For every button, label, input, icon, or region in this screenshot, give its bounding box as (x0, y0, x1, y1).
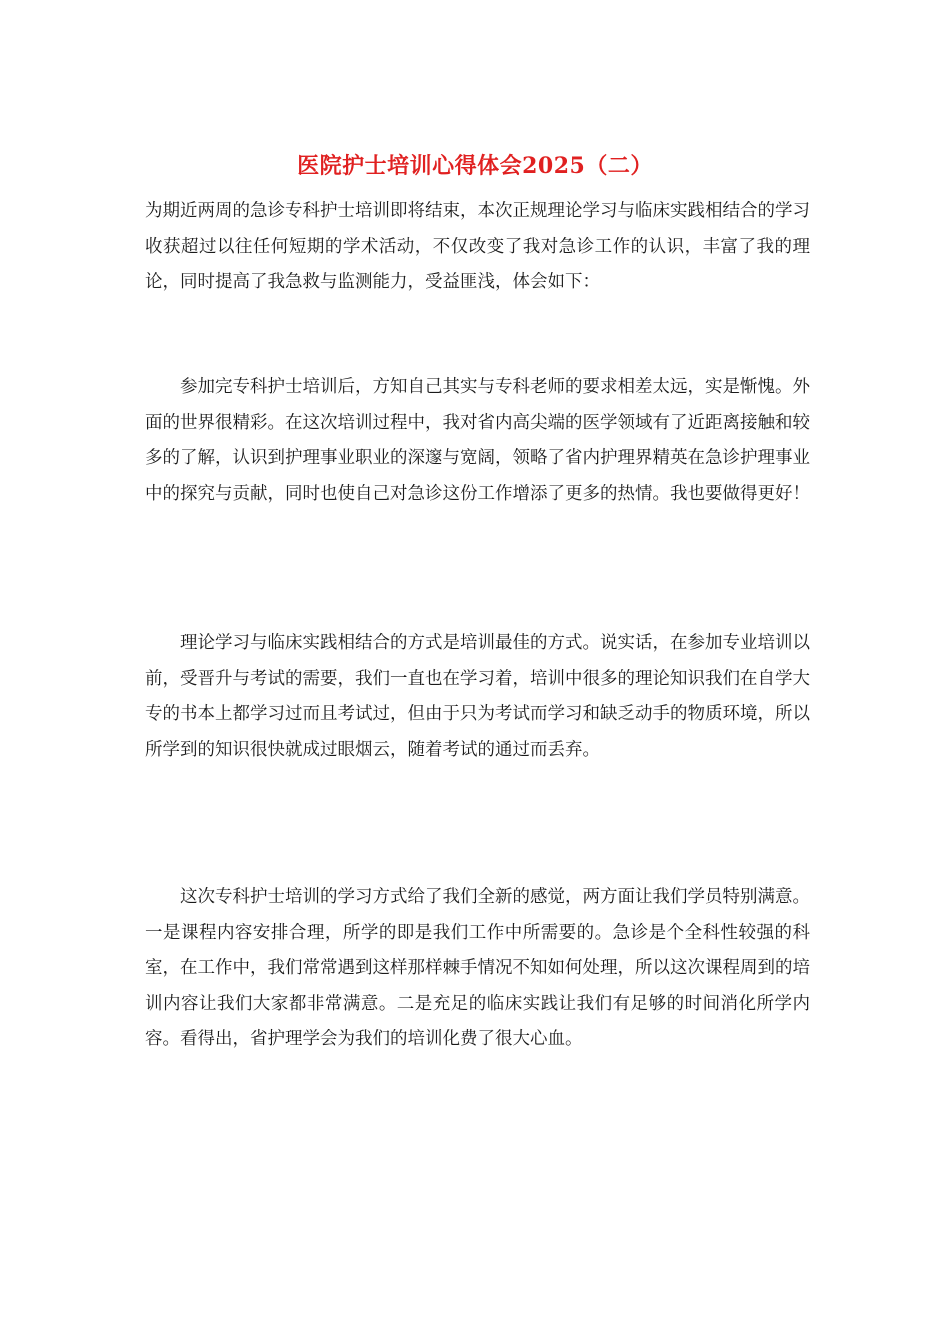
paragraph-2: 理论学习与临床实践相结合的方式是培训最佳的方式。说实话，在参加专业培训以前，受晋升与考试的需要，我们一直也在学习着，培训中很多的理论知识我们在自学大专的书本上都学习过而且考试过，但由于只为考试而学习和缺乏动手的物质环境，所以所学到的知识很快就成过眼烟云，随着考试的通过而丢弃。 (145, 633, 810, 760)
paragraph-1: 参加完专科护士培训后，方知自己其实与专科老师的要求相差太远，实是惭愧。外面的世界很精彩。在这次培训过程中，我对省内高尖端的医学领域有了近距离接触和较多的了解，认识到护理事业职业的深邃与宽阔，领略了省内护理界精英在急诊护理事业中的探究与贡献，同时也使自己对急诊这份工作增添了更多的热情。我也要做得更好！ (145, 377, 810, 504)
paragraph-3: 这次专科护士培训的学习方式给了我们全新的感觉，两方面让我们学员特别满意。一是课程内容安排合理，所学的即是我们工作中所需要的。急诊是个全科性较强的科室，在工作中，我们常常遇到这样那样棘手情况不知如何处理，所以这次课程周到的培训内容让我们大家都非常满意。二是充足的临床实践让我们有足够的时间消化所学内容。看得出，省护理学会为我们的培训化费了很大心血。 (145, 887, 810, 1049)
paragraph-intro: 为期近两周的急诊专科护士培训即将结束，本次正规理论学习与临床实践相结合的学习收获超过以往任何短期的学术活动，不仅改变了我对急诊工作的认识，丰富了我的理论，同时提高了我急救与监测能力，受益匪浅，体会如下： (145, 201, 810, 292)
document-title: 医院护士培训心得体会2025（二） (297, 153, 653, 179)
